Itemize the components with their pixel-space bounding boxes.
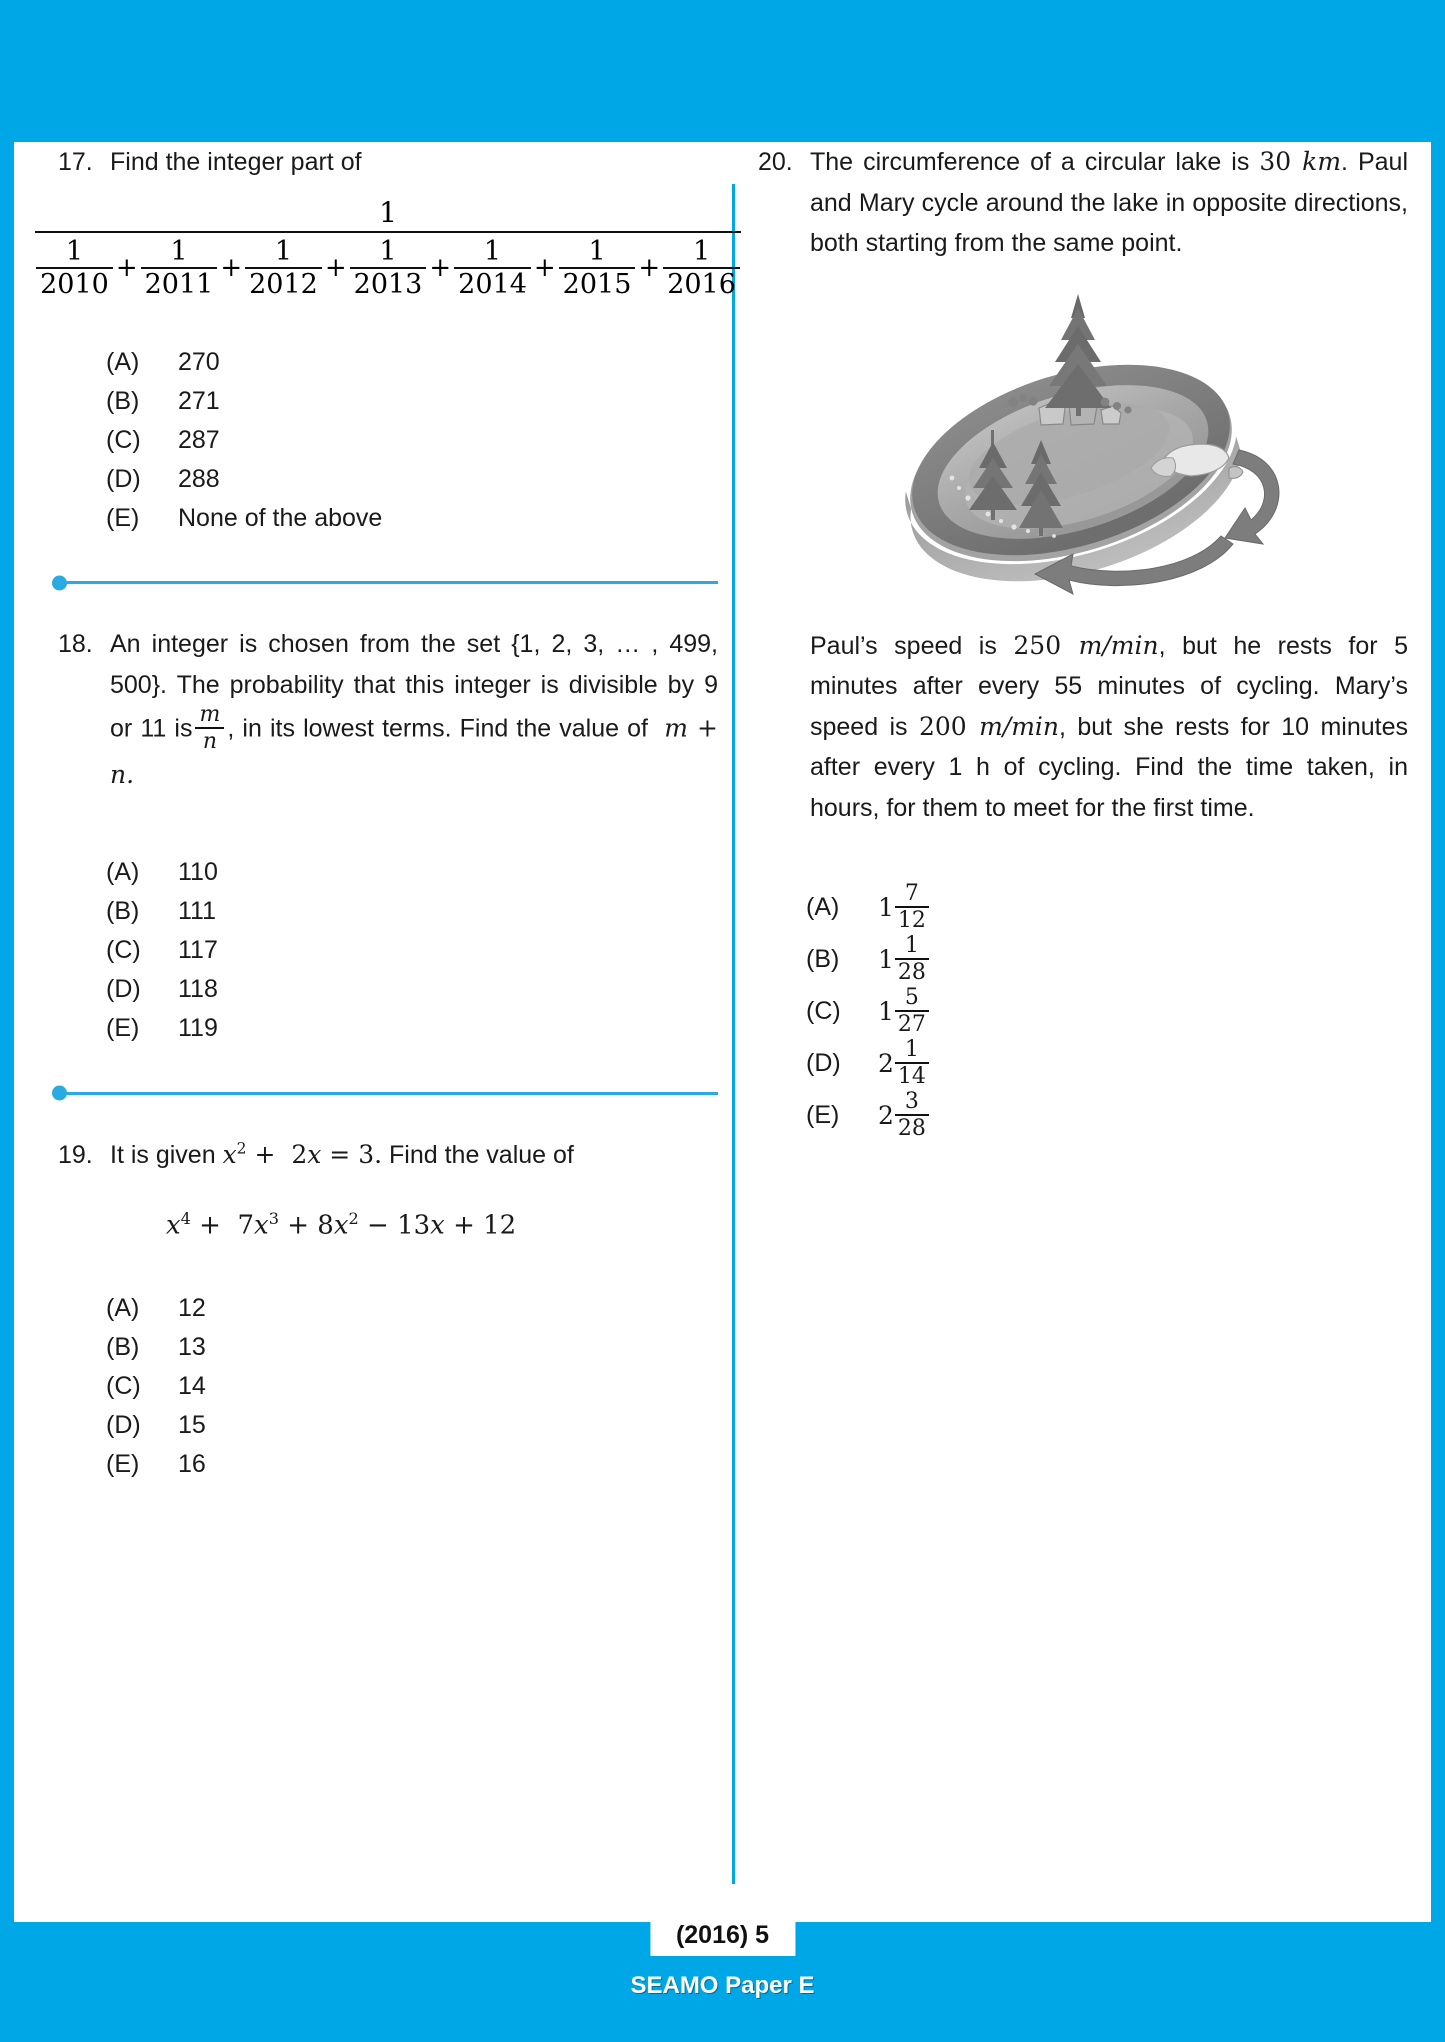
question-18-text-1: An integer is chosen from the set {1, 2, 3, … , 499, 500}. The probability that this integer is divisible by 9 or 11 is (110, 630, 718, 743)
option-value: 288 (178, 464, 220, 493)
mixed-whole: 1 (878, 944, 894, 974)
option-row[interactable] (106, 499, 718, 537)
mixed-number (878, 934, 929, 984)
mixed-num: 1 (904, 1036, 919, 1062)
question-20-paragraph-1 (810, 142, 1408, 264)
question-17-options (58, 343, 718, 537)
option-row[interactable] (806, 882, 1408, 932)
mixed-whole: 2 (878, 1100, 894, 1130)
probability-denominator: n (202, 729, 217, 755)
term-4-num: 1 (379, 235, 397, 267)
fraction-denominator (35, 233, 741, 300)
option-value: 118 (178, 975, 218, 1004)
question-19-text-before: It is given (110, 1140, 216, 1169)
mixed-den: 14 (897, 1064, 926, 1089)
plus-4: + (429, 253, 452, 284)
q20-p2-b: , but he rests for 5 minutes after every 55 minutes of cycling. Mary’s speed is (810, 631, 1408, 741)
question-18-text-3: m + n. (110, 713, 718, 790)
option-label: (C) (106, 936, 141, 965)
right-column (758, 142, 1408, 1142)
term-5-num: 1 (483, 235, 502, 267)
term-4 (350, 235, 427, 300)
page-content (28, 142, 1417, 1922)
option-row[interactable] (106, 1010, 718, 1048)
question-17 (40, 142, 736, 537)
question-18 (58, 624, 718, 1048)
option-label: (C) (106, 1371, 141, 1400)
option-label: (C) (106, 425, 141, 454)
tree-large (1045, 294, 1111, 416)
option-label: (A) (106, 347, 140, 376)
option-row[interactable] (106, 460, 718, 498)
term-6-den: 2015 (562, 268, 632, 300)
lake-svg (873, 282, 1293, 612)
option-value: 117 (178, 936, 218, 965)
option-label: (B) (106, 897, 140, 926)
question-18-number: 18. (58, 630, 93, 659)
header-band (14, 0, 1431, 142)
term-2 (141, 235, 218, 300)
term-7 (663, 235, 740, 300)
fraction-numerator: 1 (379, 195, 397, 229)
term-5-den: 2014 (458, 268, 527, 300)
option-label: (A) (106, 1293, 140, 1322)
option-value (878, 934, 1408, 984)
q20-text-a: The circumference of a circular lake is (810, 148, 1250, 176)
option-value (878, 1090, 1408, 1140)
option-label: (B) (106, 1332, 140, 1361)
option-row[interactable] (106, 382, 718, 420)
option-label: (B) (806, 944, 840, 973)
option-row[interactable] (106, 343, 718, 381)
question-19-head (58, 1135, 718, 1176)
question-19-body (110, 1135, 718, 1176)
option-value: 270 (178, 347, 220, 376)
mixed-fraction (895, 1090, 929, 1140)
term-7-num: 1 (692, 235, 711, 267)
option-label: (D) (106, 464, 141, 493)
page-number-tab: (2016) 5 (650, 1917, 795, 1956)
option-value: None of the above (178, 503, 383, 532)
option-value: 111 (178, 897, 217, 926)
probability-fraction (195, 703, 224, 753)
option-value: 110 (178, 858, 218, 887)
option-value: 14 (178, 1371, 206, 1400)
option-row[interactable] (106, 1328, 718, 1366)
question-20-options (758, 882, 1408, 1140)
term-6 (559, 235, 636, 300)
mixed-num: 3 (904, 1088, 919, 1114)
q20-lake-distance: 30 km (1259, 147, 1342, 176)
option-value: 287 (178, 425, 220, 454)
option-label: (E) (806, 1100, 840, 1129)
option-label: (E) (106, 1014, 140, 1043)
option-row[interactable] (806, 934, 1408, 984)
term-1-den: 2010 (40, 268, 109, 300)
mixed-number (878, 1038, 929, 1088)
question-divider (58, 581, 718, 584)
question-20-number: 20. (758, 148, 793, 176)
plus-1: + (115, 253, 138, 284)
option-label: (A) (806, 892, 840, 921)
option-label: (D) (806, 1048, 841, 1077)
mixed-num: 5 (904, 984, 919, 1010)
column-divider (732, 184, 735, 1884)
question-divider (58, 1092, 718, 1095)
mixed-num: 7 (904, 880, 919, 906)
question-20-paragraph-2-wrap (758, 626, 1408, 829)
option-row[interactable] (106, 854, 718, 892)
question-19 (58, 1135, 718, 1483)
plus-3: + (324, 253, 347, 284)
q20-text-b: . Paul and Mary cycle around the lake in opposite directions, both starting from the same point. (810, 148, 1409, 257)
option-value (878, 882, 1408, 932)
mixed-whole: 1 (878, 996, 894, 1026)
term-5 (454, 235, 531, 300)
option-label: (E) (106, 1449, 140, 1478)
term-4-den: 2013 (353, 268, 423, 300)
option-value: 12 (178, 1293, 206, 1322)
term-3-den: 2012 (249, 268, 318, 300)
option-value: 271 (178, 386, 220, 415)
mixed-fraction (895, 986, 929, 1036)
question-19-options (58, 1289, 718, 1483)
q20-paul-speed: 250 m/min (1013, 630, 1159, 660)
option-value: 119 (178, 1014, 218, 1043)
option-label: (B) (106, 386, 140, 415)
option-row[interactable] (806, 1090, 1408, 1140)
question-18-text-2: , in its lowest terms. Find the value of (227, 714, 648, 743)
option-value: 13 (178, 1332, 206, 1361)
term-2-num: 1 (170, 235, 188, 267)
option-label: (D) (106, 1410, 141, 1439)
mixed-fraction (895, 934, 929, 984)
option-row[interactable] (106, 1445, 718, 1483)
option-row[interactable] (106, 1289, 718, 1327)
q20-p2-a: Paul’s speed is (810, 631, 997, 660)
option-row[interactable] (806, 986, 1408, 1036)
mixed-den: 28 (897, 960, 926, 985)
option-value (878, 986, 1408, 1036)
option-label: (E) (106, 503, 140, 532)
option-value: 16 (178, 1449, 206, 1478)
option-row[interactable] (106, 1406, 718, 1444)
mixed-den: 27 (897, 1012, 926, 1037)
option-label: (A) (106, 858, 140, 887)
mixed-fraction (895, 1038, 929, 1088)
question-20 (758, 142, 1408, 1140)
question-17-number: 17. (58, 148, 93, 176)
probability-numerator: m (199, 702, 221, 728)
q20-p2-c: , but she rests for 10 minutes after every 1 h of cycling. Find the time taken, in hours, for them to meet for the first time. (810, 712, 1408, 822)
term-6-num: 1 (588, 235, 606, 267)
mixed-num: 1 (904, 932, 919, 958)
question-19-expression: $x^4 + 7x^3 + 8x^2 - 13x + 12$ (166, 1209, 517, 1242)
mixed-number (878, 882, 929, 932)
question-17-head (58, 142, 718, 183)
term-1-num: 1 (65, 235, 84, 267)
circular-lake-illustration (758, 282, 1408, 612)
paper-title: SEAMO Paper E (630, 1972, 815, 1999)
mixed-den: 12 (897, 908, 926, 933)
option-row[interactable] (106, 932, 718, 970)
mixed-number (878, 1090, 929, 1140)
term-3-num: 1 (274, 235, 293, 267)
question-19-number: 19. (58, 1140, 93, 1169)
option-value (878, 1038, 1408, 1088)
mixed-fraction (895, 882, 929, 932)
question-19-text-after: Find the value of (389, 1140, 574, 1169)
question-17-prompt: Find the integer part of (110, 148, 362, 176)
term-1 (36, 235, 113, 300)
question-19-given-equation: $x^2 + 2x = 3$. (222, 1139, 383, 1169)
option-row[interactable] (106, 1367, 718, 1405)
question-18-body (110, 624, 718, 796)
question-18-head (58, 624, 718, 796)
q20-mary-speed: 200 m/min (918, 711, 1059, 741)
mixed-number (878, 986, 929, 1036)
question-17-fraction (40, 195, 736, 300)
mixed-whole: 1 (878, 892, 894, 922)
option-row[interactable] (106, 893, 718, 931)
option-label: (C) (806, 996, 841, 1025)
option-value: 15 (178, 1410, 206, 1439)
plus-5: + (533, 253, 556, 284)
mixed-den: 28 (897, 1116, 926, 1141)
term-7-den: 2016 (667, 268, 736, 300)
term-2-den: 2011 (144, 268, 214, 300)
option-row[interactable] (106, 971, 718, 1009)
question-20-paragraph-2 (810, 626, 1408, 829)
plus-2: + (220, 253, 243, 284)
mixed-whole: 2 (878, 1048, 894, 1078)
question-18-options (58, 854, 718, 1048)
direction-arrow-upper (1225, 450, 1279, 544)
option-label: (D) (106, 975, 141, 1004)
question-20-head (758, 142, 1408, 264)
plus-6: + (638, 253, 661, 284)
option-row[interactable] (806, 1038, 1408, 1088)
left-column (40, 142, 736, 1484)
term-3 (245, 235, 322, 300)
option-row[interactable] (106, 421, 718, 459)
